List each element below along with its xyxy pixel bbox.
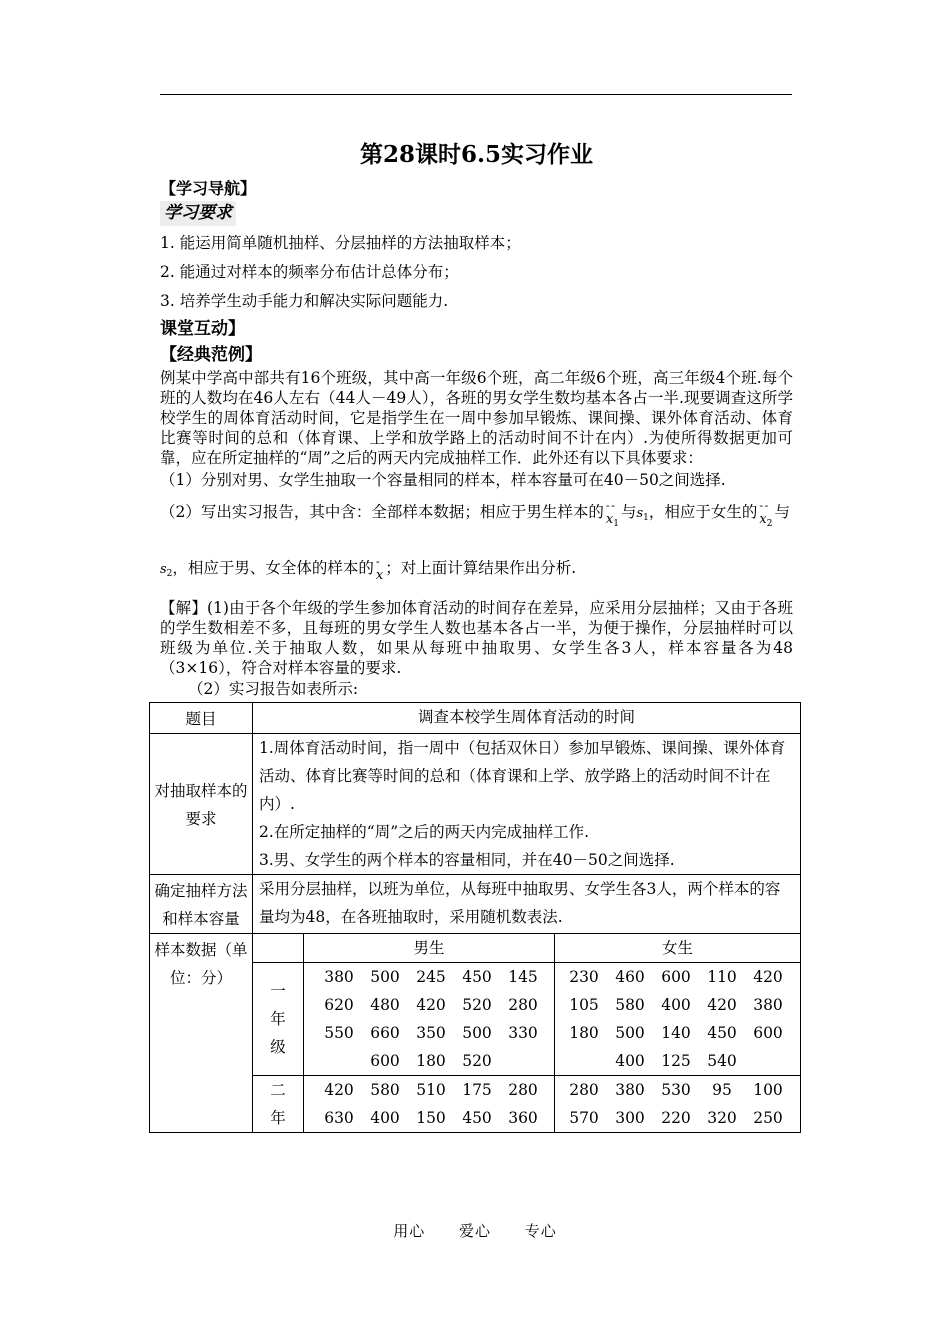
- data-row: 230 460 600 110 420: [569, 968, 783, 986]
- requirements-value: [253, 734, 801, 875]
- page-title: 第28课时6.5实习作业: [359, 141, 594, 168]
- female-header: 女生: [555, 934, 801, 963]
- class-interaction-heading: 课堂互动】: [160, 319, 245, 339]
- requirement-1: 1. 能运用简单随机抽样、分层抽样的方法抽取样本；: [160, 234, 521, 252]
- data-row: 105 580 400 420 380: [569, 996, 783, 1014]
- requirements-label: 对抽取样本的要求: [150, 734, 253, 875]
- data-row: 550 660 350 500 330: [324, 1024, 538, 1042]
- male-header: 男生: [304, 934, 555, 963]
- mean-x1-symbol: - - $x_1$: [606, 498, 619, 546]
- requirement-item-1: （1）分别对男、女学生抽取一个容量相同的样本，样本容量可在40－50之间选择.: [160, 471, 726, 489]
- sample-data-label: 样本数据（单位：分）: [150, 934, 253, 1133]
- requirement-item-2: （2）写出实习报告，其中含：全部样本数据；相应于男生样本的- - $x_1$与$s_1$，相应于女生的- - $x_2$与$s_2$，相应于男、女全体的样本的- - x ；对上面计算结果作出分析.: [160, 490, 793, 598]
- data-row: 620 480 420 520 280: [324, 996, 538, 1014]
- std-s1-symbol: $s_1$: [636, 506, 649, 523]
- table-requirement-3: 3.男、女学生的两个样本的容量相同，并在40－50之间选择.: [259, 851, 675, 869]
- report-intro: （2）实习报告如表所示:: [188, 680, 359, 698]
- data-row: 280 380 530 95 100: [569, 1081, 783, 1099]
- mean-x-symbol: - - x: [376, 554, 383, 598]
- report-table: [149, 702, 801, 1133]
- table-requirement-1: 1.周体育活动时间，指一周中（包括双休日）参加早锻炼、课间操、课外体育活动、体育比赛等时间的总和（体育课和上学、放学路上的活动时间不计在内）.: [259, 739, 786, 813]
- data-row: 180 500 140 450 600: [569, 1024, 783, 1042]
- requirement-2: 2. 能通过对样本的频率分布估计总体分布；: [160, 263, 459, 281]
- requirement-3: 3. 培养学生动手能力和解决实际问题能力.: [160, 292, 449, 310]
- data-row: 420 580 510 175 280: [324, 1081, 538, 1099]
- grade-2-label: 二年: [253, 1076, 304, 1133]
- sample-data-cell: [253, 934, 801, 1133]
- grade-1-male: [304, 963, 555, 1076]
- grade-1-label: 一年级: [253, 963, 304, 1076]
- grade-2-male: [304, 1076, 555, 1133]
- solution-text: 【解】(1)由于各个年级的学生参加体育活动的时间存在差异，应采用分层抽样；又由于各班的学生数相差不多，且每班的男女学生人数也基本各占一半，为便于操作，分层抽样时可以班级为单位.关于抽取人数，如果从每班中抽取男、女学生各3人，样本容量各为48（3×16），符合对样本容量的要求.: [160, 599, 793, 677]
- std-s2-symbol: $s_2$: [160, 562, 173, 579]
- example-text: 例某中学高中部共有16个班级，其中高一年级6个班，高二年级6个班，高三年级4个班.每个班的人数均在46人左右（44人－49人），各班的男女学生数均基本各占一半.现要调查这所学校学生的周体育活动时间，它是指学生在一周中参加早锻炼、课间操、课外体育活动、体育比赛等时间的总和（体育课、上学和放学路上的活动时间不计在内）.为使所得数据更加可靠，应在所定抽样的“周”之后的两天内完成抽样工作．此外还有以下具体要求：: [160, 369, 793, 467]
- requirements-heading: 学习要求: [160, 201, 236, 226]
- data-row: 400 125 540: [615, 1052, 737, 1070]
- header-rule: [160, 94, 792, 95]
- topic-label: 题目: [150, 703, 253, 734]
- examples-heading: 【经典范例】: [160, 345, 262, 365]
- data-row: 600 180 520: [370, 1052, 492, 1070]
- grade-1-female: [555, 963, 801, 1076]
- topic-value: 调查本校学生周体育活动的时间: [253, 703, 801, 734]
- table-requirement-2: 2.在所定抽样的“周”之后的两天内完成抽样工作.: [259, 823, 590, 841]
- grade-2-female: [555, 1076, 801, 1133]
- page-content: [154, 136, 793, 1133]
- sample-data-table: [253, 934, 800, 1132]
- mean-x2-symbol: - - $x_2$: [759, 498, 772, 546]
- data-row: 630 400 150 450 360: [324, 1109, 538, 1127]
- page-footer: 用心 爱心 专心: [393, 1222, 557, 1240]
- data-row: 380 500 245 450 145: [324, 968, 538, 986]
- nav-heading: 【学习导航】: [160, 179, 257, 198]
- data-row: 570 300 220 320 250: [569, 1109, 783, 1127]
- method-label: 确定抽样方法和样本容量: [150, 875, 253, 934]
- method-value: 采用分层抽样，以班为单位，从每班中抽取男、女学生各3人，两个样本的容量均为48，在各班抽取时，采用随机数表法.: [253, 875, 801, 934]
